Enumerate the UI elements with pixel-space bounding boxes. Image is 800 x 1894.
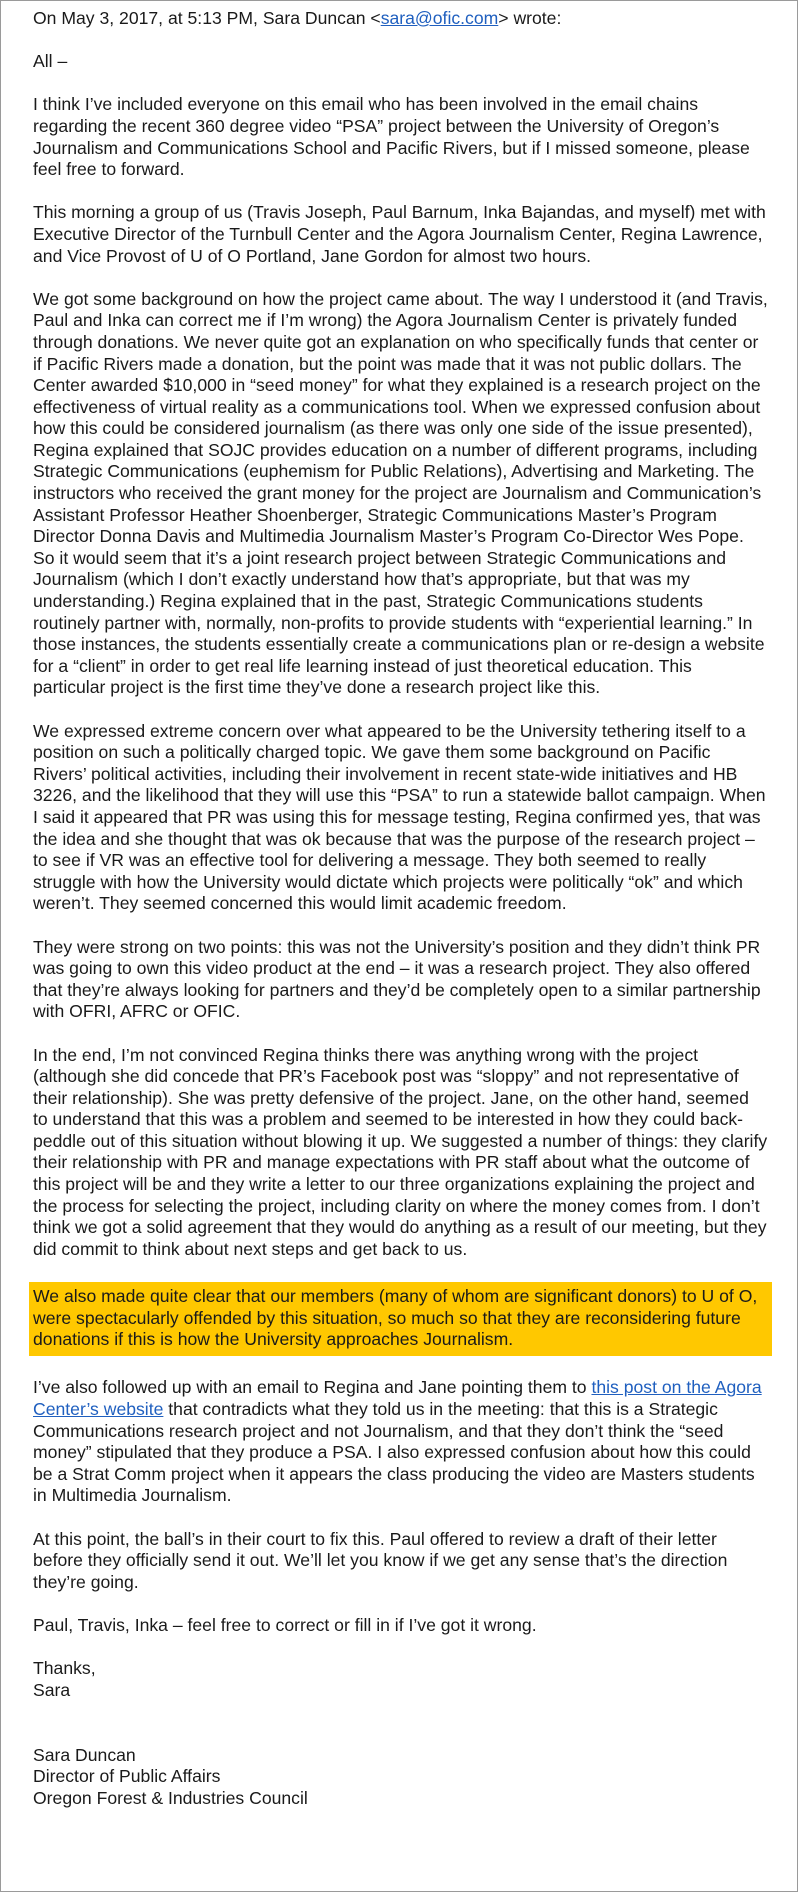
header-prefix: On May 3, 2017, at 5:13 PM, Sara Duncan < xyxy=(33,8,381,28)
sender-email-link[interactable]: sara@ofic.com xyxy=(380,8,499,28)
paragraph-followup xyxy=(33,1377,768,1507)
paragraph-meeting: This morning a group of us (Travis Joseph, Paul Barnum, Inka Bajandas, and myself) met with Executive Director of the Turnbull Center and the Agora Journalism Center, Regina Lawrence, and Vice Provost of U of O Portland, Jane Gordon for almost two hours. xyxy=(33,202,766,266)
agora-post-link[interactable]: this post on the Agora Center’s website xyxy=(33,1377,762,1419)
signoff-thanks: Thanks, xyxy=(33,1658,96,1679)
signature-org: Oregon Forest & Industries Council xyxy=(33,1787,308,1808)
email-body xyxy=(33,8,768,1809)
paragraph-concern: We expressed extreme concern over what appeared to be the University tethering itself to a position on such a politically charged topic. We gave them some background on Pacific Rivers’ political activities, including their involvement in recent state-wide initiatives and HB 3226, and the likelihood that they will use this “PSA” to run a statewide ballot campaign. When I said it appeared that PR was using this for message testing, Regina confirmed yes, that was the idea and she thought that was ok because that was the purpose of the research project – to see if VR was an effective tool for delivering a message. They both seemed to really struggle with how the University would dictate which projects were politically “ok” and which weren’t. They seemed concerned this would limit academic freedom. xyxy=(33,720,766,914)
paragraph-corrections: Paul, Travis, Inka – feel free to correct or fill in if I’ve got it wrong. xyxy=(33,1614,537,1635)
paragraph-outcome: In the end, I’m not convinced Regina thinks there was anything wrong with the project (although she did concede that PR’s Facebook post was “sloppy” and not representative of their relationship). She was pretty defensive of the project. Jane, on the other hand, seemed to understand that this was a problem and seemed to be interested in how they could back-peddle out of this situation without blowing it up. We suggested a number of things: they clarify their relationship with PR and manage expectations with PR staff about what the outcome of this project will be and they write a letter to our three organizations explaining the project and the process for selecting the project, including clarity on where the money comes from. I don’t think we got a solid agreement that they would do anything as a result of our meeting, but they did commit to think about next steps and get back to us. xyxy=(33,1044,768,1259)
signature-name: Sara Duncan xyxy=(33,1744,136,1765)
followup-after: that contradicts what they told us in the meeting: that this is a Strategic Communications research project and not Journalism, and that they don’t think the “seed money” stipulated that they produce a PSA. I also expressed confusion about how this could be a Strat Comm project when it appears the class producing the video are Masters students in Multimedia Journalism. xyxy=(33,1399,755,1506)
followup-before: I’ve also followed up with an email to Regina and Jane pointing them to xyxy=(33,1377,592,1398)
quoted-header xyxy=(33,8,768,30)
paragraph-intro: I think I’ve included everyone on this email who has been involved in the email chains regarding the recent 360 degree video “PSA” project between the University of Oregon’s Journalism and Communications School and Pacific Rivers, but if I missed someone, please feel free to forward. xyxy=(33,94,750,180)
signoff xyxy=(33,1658,768,1809)
paragraph-background: We got some background on how the project came about. The way I understood it (and Travis, Paul and Inka can correct me if I’m wrong) the Agora Journalism Center is privately funded through donations. We never quite got an explanation on who specifically funds that center or if Pacific Rivers made a donation, but the point was made that it was not public dollars. The Center awarded $10,000 in “seed money” for what they explained is a research project on the effectiveness of virtual reality as a communications tool. When we expressed confusion about how this could be considered journalism (as there was only one side of the issue presented), Regina explained that SOJC provides education on a number of different programs, including Strategic Communications (euphemism for Public Relations), Advertising and Marketing. The instructors who received the grant money for the project are Journalism and Communication’s Assistant Professor Heather Shoenberger, Strategic Communications Master’s Program Director Donna Davis and Multimedia Journalism Master’s Program Co-Director Wes Pope. So it would seem that it’s a joint research project between Strategic Communications and Journalism (which I don’t exactly understand how that’s appropriate, but that was my understanding.) Regina explained that in the past, Strategic Communications students routinely partner with, normally, non-profits to provide students with “experiential learning.” In those instances, the students essentially create a communications plan or re-design a website for a “client” in order to get real life learning instead of just theoretical education. This particular project is the first time they’ve done a research project like this. xyxy=(33,288,768,698)
signoff-name: Sara xyxy=(33,1679,71,1700)
header-suffix: > wrote: xyxy=(498,8,562,28)
highlighted-paragraph: We also made quite clear that our members (many of whom are significant donors) to U of O, were spectacularly offended by this situation, so much so that they are reconsidering future donations if this is how the University approaches Journalism. xyxy=(29,1282,772,1356)
greeting: All – xyxy=(33,51,68,72)
signature-title: Director of Public Affairs xyxy=(33,1766,221,1787)
paragraph-points: They were strong on two points: this was not the University’s position and they didn’t think PR was going to own this video product at the end – it was a research project. They also offered that they’re always looking for partners and they’d be completely open to a similar partnership with OFRI, AFRC or OFIC. xyxy=(33,936,761,1022)
paragraph-next-steps: At this point, the ball’s in their court to fix this. Paul offered to review a draft of their letter before they officially send it out. We’ll let you know if we get any sense that’s the direction they’re going. xyxy=(33,1528,728,1592)
